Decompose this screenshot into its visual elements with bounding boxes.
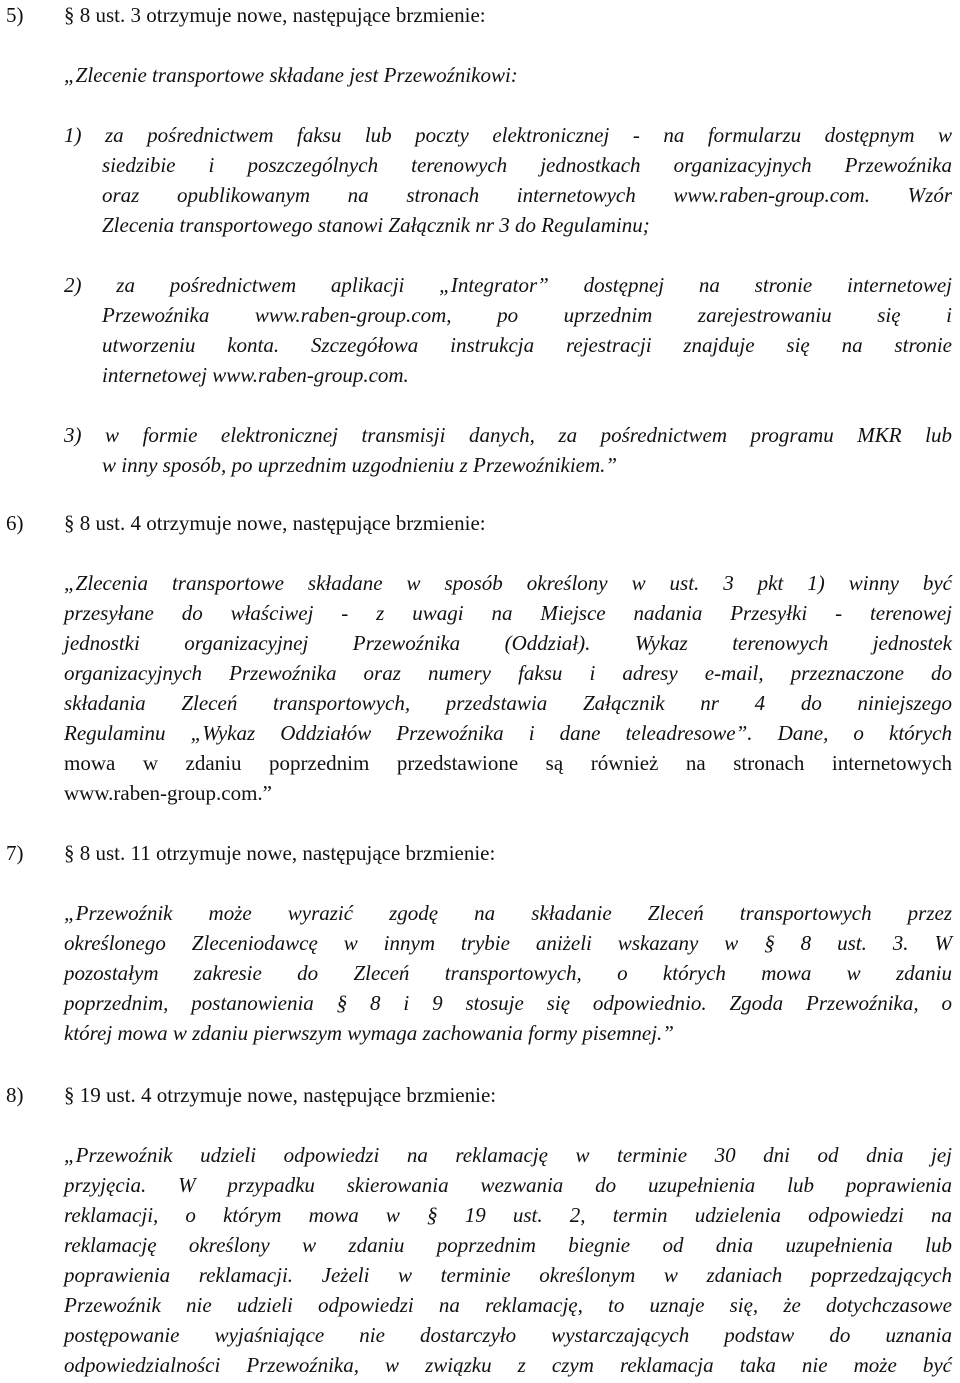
item-heading: § 8 ust. 3 otrzymuje nowe, następujące brzmienie: [64, 3, 486, 27]
paragraph-line: poprawienia reklamacji. Jeżeli w terminie określonym w zdaniach poprzedzających [64, 1263, 952, 1287]
paragraph-line: składania Zleceń transportowych, przedstawia Załącznik nr 4 do niniejszego [64, 691, 952, 715]
item-number: 7) [6, 841, 24, 865]
item-heading: § 8 ust. 4 otrzymuje nowe, następujące brzmienie: [64, 511, 486, 535]
paragraph-line: której mowa w zdaniu pierwszym wymaga zachowania formy pisemnej.” [64, 1021, 674, 1045]
paragraph-line: internetowej www.raben-group.com. [102, 363, 409, 387]
item-number: 6) [6, 511, 24, 535]
paragraph-line: „Zlecenia transportowe składane w sposób określony w ust. 3 pkt 1) winny być [64, 571, 952, 595]
paragraph-line: siedzibie i poszczególnych terenowych jednostkach organizacyjnych Przewoźnika [102, 153, 952, 177]
item-number: 5) [6, 3, 24, 27]
paragraph-line: reklamacji, o którym mowa w § 19 ust. 2, termin udzielenia odpowiedzi na [64, 1203, 952, 1227]
paragraph-line: Przewoźnik nie udzieli odpowiedzi na reklamację, to uznaje się, że dotychczasowe [64, 1293, 952, 1317]
paragraph-line: postępowanie wyjaśniające nie dostarczyło wystarczających podstaw do uznania [64, 1323, 952, 1347]
paragraph-line: poprzednim, postanowienia § 8 i 9 stosuje się odpowiednio. Zgoda Przewoźnika, o [64, 991, 952, 1015]
paragraph-line: „Przewoźnik może wyrazić zgodę na składanie Zleceń transportowych przez [64, 901, 952, 925]
paragraph-line: utworzeniu konta. Szczegółowa instrukcja rejestracji znajduje się na stronie [102, 333, 952, 357]
paragraph-line: organizacyjnych Przewoźnika oraz numery faksu i adresy e-mail, przeznaczone do [64, 661, 952, 685]
paragraph-line: mowa w zdaniu poprzednim przedstawione są również na stronach internetowych [64, 751, 952, 775]
paragraph-line: jednostki organizacyjnej Przewoźnika (Oddział). Wykaz terenowych jednostek [64, 631, 952, 655]
item-lead: „Zlecenie transportowe składane jest Przewoźnikowi: [64, 63, 518, 87]
paragraph-line: „Przewoźnik udzieli odpowiedzi na reklamację w terminie 30 dni od dnia jej [64, 1143, 952, 1167]
paragraph-line: oraz opublikowanym na stronach internetowych www.raben-group.com. Wzór [102, 183, 952, 207]
paragraph-line: 3) w formie elektronicznej transmisji danych, za pośrednictwem programu MKR lub [64, 423, 952, 447]
paragraph-line: reklamację określony w zdaniu poprzednim biegnie od dnia uzupełnienia lub [64, 1233, 952, 1257]
paragraph-line: przesyłane do właściwej - z uwagi na Miejsce nadania Przesyłki - terenowej [64, 601, 952, 625]
paragraph-line: w inny sposób, po uprzednim uzgodnieniu z Przewoźnikiem.” [102, 453, 618, 477]
paragraph-line: Regulaminu „Wykaz Oddziałów Przewoźnika i dane teleadresowe”. Dane, o których [64, 721, 952, 745]
paragraph-line: www.raben-group.com.” [64, 781, 272, 805]
paragraph-line: określonego Zleceniodawcę w innym trybie aniżeli wskazany w § 8 ust. 3. W [64, 931, 952, 955]
paragraph-line: 1) za pośrednictwem faksu lub poczty elektronicznej - na formularzu dostępnym w [64, 123, 952, 147]
item-heading: § 8 ust. 11 otrzymuje nowe, następujące brzmienie: [64, 841, 496, 865]
item-number: 8) [6, 1083, 24, 1107]
paragraph-line: odpowiedzialności Przewoźnika, w związku z czym reklamacja taka nie może być [64, 1353, 952, 1377]
paragraph-line: pozostałym zakresie do Zleceń transportowych, o których mowa w zdaniu [64, 961, 952, 985]
item-heading: § 19 ust. 4 otrzymuje nowe, następujące brzmienie: [64, 1083, 497, 1107]
paragraph-line: 2) za pośrednictwem aplikacji „Integrator” dostępnej na stronie internetowej [64, 273, 952, 297]
paragraph-line: przyjęcia. W przypadku skierowania wezwania do uzupełnienia lub poprawienia [64, 1173, 952, 1197]
paragraph-line: Przewoźnika www.raben-group.com, po uprzednim zarejestrowaniu się i [102, 303, 952, 327]
paragraph-line: Zlecenia transportowego stanowi Załącznik nr 3 do Regulaminu; [102, 213, 650, 237]
